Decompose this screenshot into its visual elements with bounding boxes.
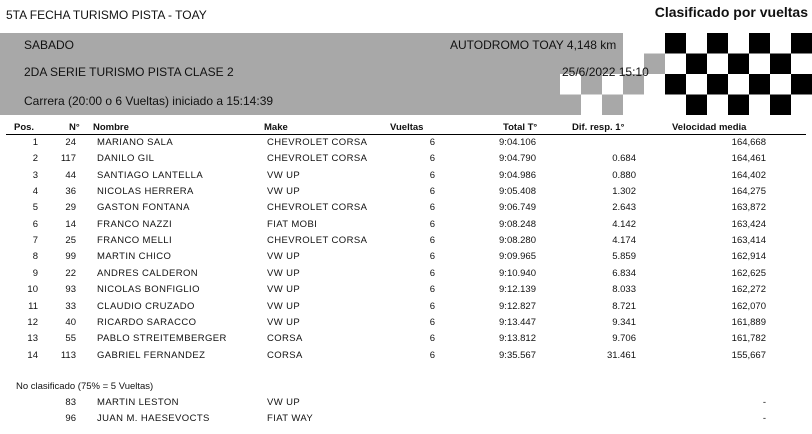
cell-name: NICOLAS BONFIGLIO bbox=[97, 284, 200, 296]
flag-square bbox=[644, 95, 665, 116]
flag-square bbox=[728, 33, 749, 54]
col-number-header: N° bbox=[69, 122, 80, 133]
cell-laps: 6 bbox=[429, 218, 435, 230]
table-row bbox=[0, 317, 812, 333]
cell-total-time: 9:08.248 bbox=[499, 218, 536, 230]
race-info: Carrera (20:00 o 6 Vueltas) iniciado a 15:14:39 bbox=[24, 94, 274, 108]
cell-number: 40 bbox=[65, 316, 76, 328]
cell-number: 29 bbox=[65, 202, 76, 214]
cell-laps: 6 bbox=[429, 202, 435, 214]
cell-laps: 6 bbox=[429, 169, 435, 181]
cell-speed: 164,275 bbox=[731, 186, 766, 198]
cell-number: 55 bbox=[65, 333, 76, 345]
flag-square bbox=[707, 74, 728, 95]
cell-diff: 5.859 bbox=[612, 251, 636, 263]
flag-square bbox=[686, 33, 707, 54]
not-classified-row bbox=[0, 397, 812, 413]
flag-square bbox=[707, 54, 728, 75]
top-bar bbox=[0, 0, 812, 30]
cell-number: 83 bbox=[65, 397, 76, 408]
cell-pos: 3 bbox=[32, 169, 38, 181]
cell-speed: 155,667 bbox=[731, 349, 766, 361]
cell-total-time: 9:12.827 bbox=[499, 300, 536, 312]
cell-diff: 9.706 bbox=[612, 333, 636, 345]
race-header bbox=[0, 33, 812, 115]
table-row bbox=[0, 350, 812, 366]
series-name: 2DA SERIE TURISMO PISTA CLASE 2 bbox=[24, 65, 234, 79]
cell-number: 25 bbox=[65, 235, 76, 247]
cell-diff: 2.643 bbox=[612, 202, 636, 214]
cell-name: MARTIN LESTON bbox=[97, 397, 179, 408]
flag-square bbox=[686, 74, 707, 95]
cell-make: VW UP bbox=[267, 186, 301, 198]
cell-name: SANTIAGO LANTELLA bbox=[97, 169, 204, 181]
flag-square bbox=[749, 95, 770, 116]
flag-square bbox=[581, 95, 602, 116]
cell-make: VW UP bbox=[267, 300, 301, 312]
cell-make: CHEVROLET CORSA bbox=[267, 202, 368, 214]
cell-number: 113 bbox=[60, 349, 76, 361]
cell-total-time: 9:13.447 bbox=[499, 316, 536, 328]
cell-make: FIAT MOBI bbox=[267, 218, 318, 230]
cell-pos: 7 bbox=[32, 235, 38, 247]
flag-square bbox=[728, 95, 749, 116]
cell-name: ANDRES CALDERON bbox=[97, 267, 199, 279]
table-row bbox=[0, 219, 812, 235]
cell-diff: 6.834 bbox=[612, 267, 636, 279]
flag-square bbox=[749, 54, 770, 75]
cell-speed: 162,272 bbox=[731, 284, 766, 296]
cell-number: 14 bbox=[65, 218, 76, 230]
cell-diff: 0.880 bbox=[612, 169, 636, 181]
document-type-title: Clasificado por vueltas bbox=[654, 4, 808, 20]
col-pos-header: Pos. bbox=[14, 122, 35, 133]
flag-square bbox=[665, 74, 686, 95]
flag-square bbox=[770, 74, 791, 95]
flag-square bbox=[665, 95, 686, 116]
cell-diff: 0.684 bbox=[612, 153, 636, 165]
cell-pos: 2 bbox=[32, 153, 38, 165]
table-row bbox=[0, 202, 812, 218]
cell-laps: 6 bbox=[429, 186, 435, 198]
col-name-header: Nombre bbox=[93, 122, 129, 133]
header-divider bbox=[6, 134, 806, 135]
cell-speed: 164,402 bbox=[731, 169, 766, 181]
cell-name: PABLO STREITEMBERGER bbox=[97, 333, 227, 345]
flag-square bbox=[644, 33, 665, 54]
cell-number: 22 bbox=[65, 267, 76, 279]
col-laps-header: Vueltas bbox=[390, 122, 424, 133]
flag-square bbox=[665, 54, 686, 75]
cell-laps: 6 bbox=[429, 284, 435, 296]
race-datetime: 25/6/2022 15:10 bbox=[562, 65, 649, 79]
cell-speed: 164,668 bbox=[731, 137, 766, 148]
cell-diff: 1.302 bbox=[612, 186, 636, 198]
table-row bbox=[0, 186, 812, 202]
col-diff-header: Dif. resp. 1° bbox=[572, 122, 625, 133]
flag-square bbox=[728, 54, 749, 75]
flag-square bbox=[686, 95, 707, 116]
cell-total-time: 9:08.280 bbox=[499, 235, 536, 247]
flag-square bbox=[791, 54, 812, 75]
cell-number: 36 bbox=[65, 186, 76, 198]
cell-name: GASTON FONTANA bbox=[97, 202, 190, 214]
cell-pos: 1 bbox=[32, 137, 38, 148]
cell-number: 33 bbox=[65, 300, 76, 312]
cell-diff: 4.142 bbox=[612, 218, 636, 230]
event-title: 5TA FECHA TURISMO PISTA - TOAY bbox=[6, 8, 207, 22]
cell-pos: 4 bbox=[32, 186, 38, 198]
table-row bbox=[0, 333, 812, 349]
cell-pos: 5 bbox=[32, 202, 38, 214]
table-row bbox=[0, 284, 812, 300]
cell-pos: 8 bbox=[32, 251, 38, 263]
table-row bbox=[0, 268, 812, 284]
flag-square bbox=[791, 74, 812, 95]
cell-name: FRANCO NAZZI bbox=[97, 218, 172, 230]
cell-number: 24 bbox=[65, 137, 76, 148]
cell-make: CHEVROLET CORSA bbox=[267, 235, 368, 247]
cell-speed: 163,414 bbox=[731, 235, 766, 247]
flag-square bbox=[728, 74, 749, 95]
col-speed-header: Velocidad media bbox=[672, 122, 747, 133]
col-make-header: Make bbox=[264, 122, 288, 133]
cell-name: JUAN M. HAESEVOCTS bbox=[97, 413, 210, 425]
cell-number: 96 bbox=[65, 413, 76, 425]
cell-pos: 11 bbox=[28, 300, 38, 312]
flag-square bbox=[791, 33, 812, 54]
cell-laps: 6 bbox=[429, 300, 435, 312]
flag-square bbox=[749, 33, 770, 54]
cell-laps: 6 bbox=[429, 316, 435, 328]
cell-total-time: 9:05.408 bbox=[499, 186, 536, 198]
not-classified-row bbox=[0, 413, 812, 429]
cell-speed: - bbox=[762, 413, 766, 425]
table-row bbox=[0, 153, 812, 169]
table-row bbox=[0, 137, 812, 153]
cell-make: CHEVROLET CORSA bbox=[267, 137, 368, 148]
not-classified-label: No clasificado (75% = 5 Vueltas) bbox=[16, 381, 154, 392]
cell-diff: 9.341 bbox=[612, 316, 636, 328]
cell-laps: 6 bbox=[429, 137, 435, 148]
table-row bbox=[0, 170, 812, 186]
cell-make: VW UP bbox=[267, 267, 301, 279]
cell-pos: 6 bbox=[32, 218, 38, 230]
cell-pos: 12 bbox=[27, 316, 38, 328]
table-row bbox=[0, 235, 812, 251]
cell-name: DANILO GIL bbox=[97, 153, 155, 165]
cell-name: MARTIN CHICO bbox=[97, 251, 172, 263]
flag-square bbox=[623, 33, 644, 54]
cell-number: 99 bbox=[65, 251, 76, 263]
table-row bbox=[0, 251, 812, 267]
cell-number: 93 bbox=[65, 284, 76, 296]
flag-square bbox=[707, 33, 728, 54]
cell-speed: 162,070 bbox=[731, 300, 766, 312]
cell-pos: 13 bbox=[27, 333, 38, 345]
cell-make: CORSA bbox=[267, 349, 303, 361]
cell-speed: 161,782 bbox=[731, 333, 766, 345]
cell-diff: 4.174 bbox=[612, 235, 636, 247]
cell-number: 117 bbox=[60, 153, 76, 165]
cell-pos: 14 bbox=[27, 349, 38, 361]
cell-total-time: 9:35.567 bbox=[499, 349, 536, 361]
cell-total-time: 9:09.965 bbox=[499, 251, 536, 263]
race-day: SABADO bbox=[24, 38, 75, 52]
cell-make: VW UP bbox=[267, 316, 301, 328]
cell-make: CHEVROLET CORSA bbox=[267, 153, 368, 165]
circuit-name: AUTODROMO TOAY 4,148 km bbox=[450, 38, 617, 52]
flag-square bbox=[770, 33, 791, 54]
cell-speed: 161,889 bbox=[731, 316, 766, 328]
cell-number: 44 bbox=[65, 169, 76, 181]
cell-total-time: 9:12.139 bbox=[499, 284, 536, 296]
cell-make: VW UP bbox=[267, 169, 301, 181]
cell-diff: 8.721 bbox=[612, 300, 636, 312]
cell-diff: 8.033 bbox=[612, 284, 636, 296]
cell-make: FIAT WAY bbox=[267, 413, 314, 425]
cell-laps: 6 bbox=[429, 153, 435, 165]
cell-diff: 31.461 bbox=[606, 349, 636, 361]
cell-speed: 162,625 bbox=[731, 267, 766, 279]
cell-pos: 10 bbox=[27, 284, 38, 296]
cell-laps: 6 bbox=[429, 251, 435, 263]
cell-make: CORSA bbox=[267, 333, 303, 345]
cell-name: MARIANO SALA bbox=[97, 137, 174, 148]
cell-speed: 163,872 bbox=[731, 202, 766, 214]
cell-make: VW UP bbox=[267, 397, 301, 408]
cell-name: GABRIEL FERNANDEZ bbox=[97, 349, 206, 361]
flag-square bbox=[791, 95, 812, 116]
cell-total-time: 9:04.986 bbox=[499, 169, 536, 181]
cell-name: CLAUDIO CRUZADO bbox=[97, 300, 195, 312]
cell-speed: 162,914 bbox=[731, 251, 766, 263]
cell-total-time: 9:04.790 bbox=[499, 153, 536, 165]
cell-name: NICOLAS HERRERA bbox=[97, 186, 194, 198]
cell-laps: 6 bbox=[429, 349, 435, 361]
cell-total-time: 9:10.940 bbox=[499, 267, 536, 279]
table-row bbox=[0, 301, 812, 317]
flag-square bbox=[749, 74, 770, 95]
cell-pos: 9 bbox=[32, 267, 38, 279]
cell-laps: 6 bbox=[429, 267, 435, 279]
cell-laps: 6 bbox=[429, 235, 435, 247]
cell-name: RICARDO SARACCO bbox=[97, 316, 197, 328]
cell-speed: 163,424 bbox=[731, 218, 766, 230]
cell-total-time: 9:04.106 bbox=[499, 137, 536, 148]
flag-square bbox=[707, 95, 728, 116]
col-total-time-header: Total T° bbox=[503, 122, 538, 133]
flag-square bbox=[770, 54, 791, 75]
flag-square bbox=[623, 95, 644, 116]
cell-name: FRANCO MELLI bbox=[97, 235, 173, 247]
flag-square bbox=[770, 95, 791, 116]
cell-speed: - bbox=[762, 397, 766, 408]
flag-square bbox=[686, 54, 707, 75]
cell-laps: 6 bbox=[429, 333, 435, 345]
cell-total-time: 9:13.812 bbox=[499, 333, 536, 345]
cell-speed: 164,461 bbox=[731, 153, 766, 165]
cell-make: VW UP bbox=[267, 251, 301, 263]
cell-make: VW UP bbox=[267, 284, 301, 296]
cell-total-time: 9:06.749 bbox=[499, 202, 536, 214]
flag-square bbox=[665, 33, 686, 54]
